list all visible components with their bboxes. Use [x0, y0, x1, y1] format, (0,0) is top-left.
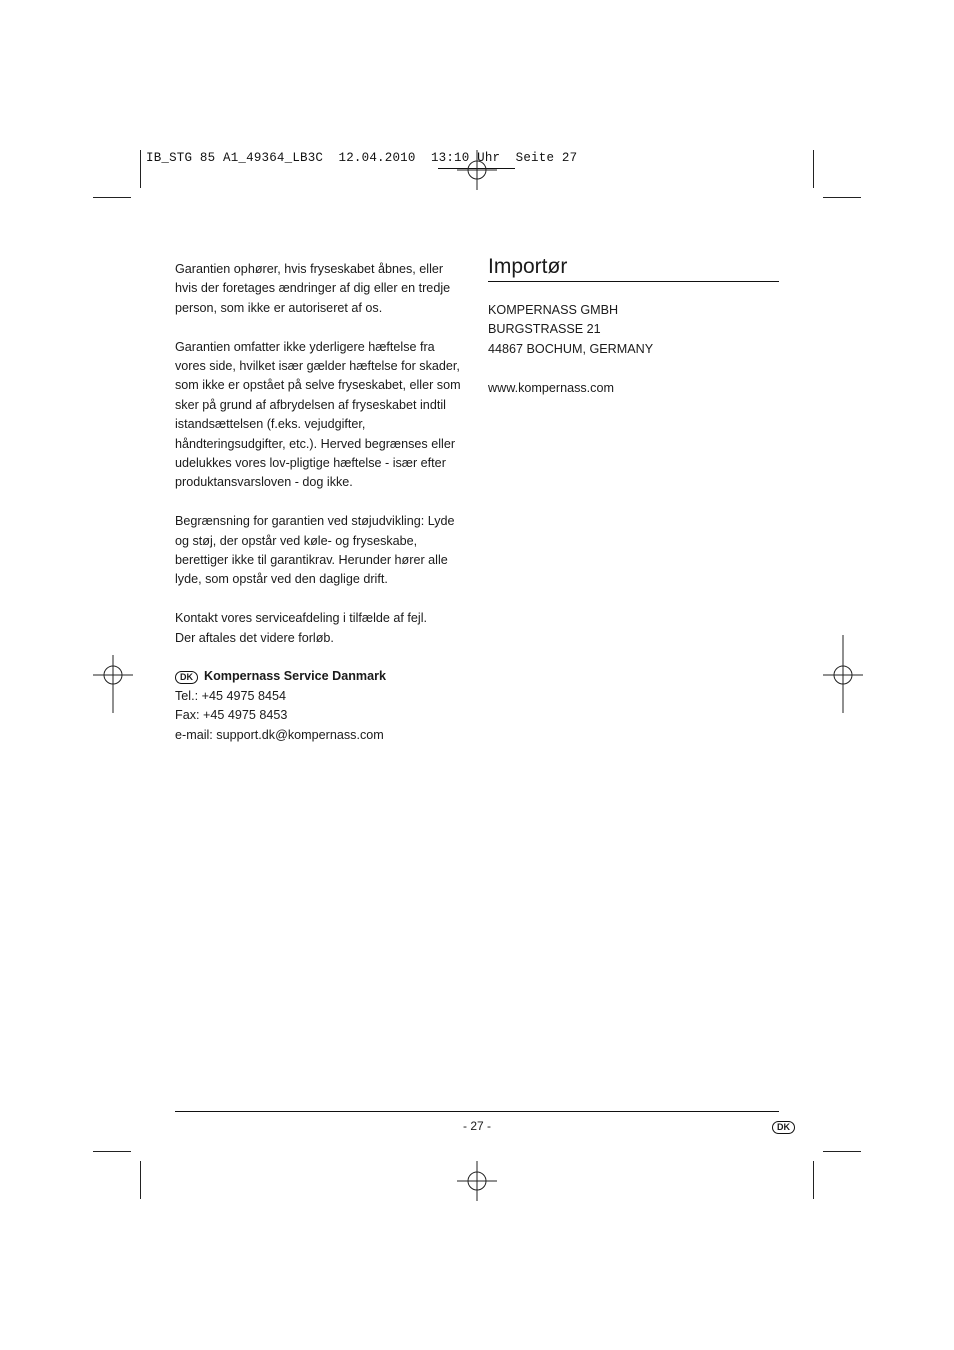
print-slug: IB_STG 85 A1_49364_LB3C 12.04.2010 13:10 Uhr Seite 27 [146, 151, 578, 165]
footer-dk-badge: DK [772, 1121, 795, 1134]
service-tel: Tel.: +45 4975 8454 [175, 688, 286, 703]
service-name: Kompernass Service Danmark [204, 669, 387, 684]
right-column [488, 254, 779, 398]
page-number: - 27 - [462, 1119, 491, 1133]
registration-mark-top-icon [457, 150, 497, 190]
crop-mark-bottom-right-h [823, 1151, 861, 1152]
importer-heading: Importør [488, 254, 779, 282]
paragraph-noise: Begrænsning for garantien ved støjudvikling: Lyde og støj, der opstår ved køle- og fryseskabe, berettiger ikke til garantikrav. Herunder hører alle lyde, som opstår ved den daglige drift. [175, 514, 455, 587]
paragraph-liability: Garantien omfatter ikke yderligere hæftelse fra vores side, hvilket især gælder hæftelse for skader, som ikke er opstået på selve fryseskabet, eller som sker på grund af afbrydelsen af fryseskabet indtil istandsættelsen (f.eks. vejudgifter, håndteringsudgifter, etc.). Herved begrænses eller udelukkes vores lov-pligtige hæftelse - især efter produktansvarsloven - dog ikke. [175, 339, 461, 490]
left-column [175, 260, 467, 745]
crop-mark-top-left-v [140, 150, 141, 188]
address-line-street: BURGSTRASSE 21 [488, 322, 601, 337]
website-link[interactable]: www.kompernass.com [488, 380, 614, 395]
dk-badge: DK [175, 671, 198, 684]
paragraph-warranty-void: Garantien ophører, hvis fryseskabet åbnes, eller hvis der foretages ændringer af dig eller en tredje person, som ikke er autoriseret af os. [175, 262, 451, 315]
registration-mark-bottom-icon [457, 1161, 497, 1201]
crop-mark-top-right-h [823, 197, 861, 198]
address-line-city: 44867 BOCHUM, GERMANY [488, 341, 654, 356]
address-line-company: KOMPERNASS GMBH [488, 303, 619, 317]
importer-address [488, 301, 779, 359]
service-fax: Fax: +45 4975 8453 [175, 708, 288, 723]
service-email[interactable]: e-mail: support.dk@kompernass.com [175, 727, 384, 742]
registration-mark-left-icon [93, 655, 133, 713]
paragraph-contact: Kontakt vores serviceafdeling i tilfælde af fejl. [175, 611, 427, 626]
crop-mark-top-right-v [813, 150, 814, 188]
footer-rule [175, 1111, 779, 1112]
crop-mark-bottom-right-v [813, 1161, 814, 1199]
crop-mark-bottom-left-h [93, 1151, 131, 1152]
crop-mark-bottom-left-v [140, 1161, 141, 1199]
registration-mark-right-icon [823, 635, 863, 713]
service-heading [175, 667, 467, 686]
crop-mark-top-left-h [93, 197, 131, 198]
paragraph-contact-line2: Der aftales det videre forløb. [175, 630, 334, 645]
